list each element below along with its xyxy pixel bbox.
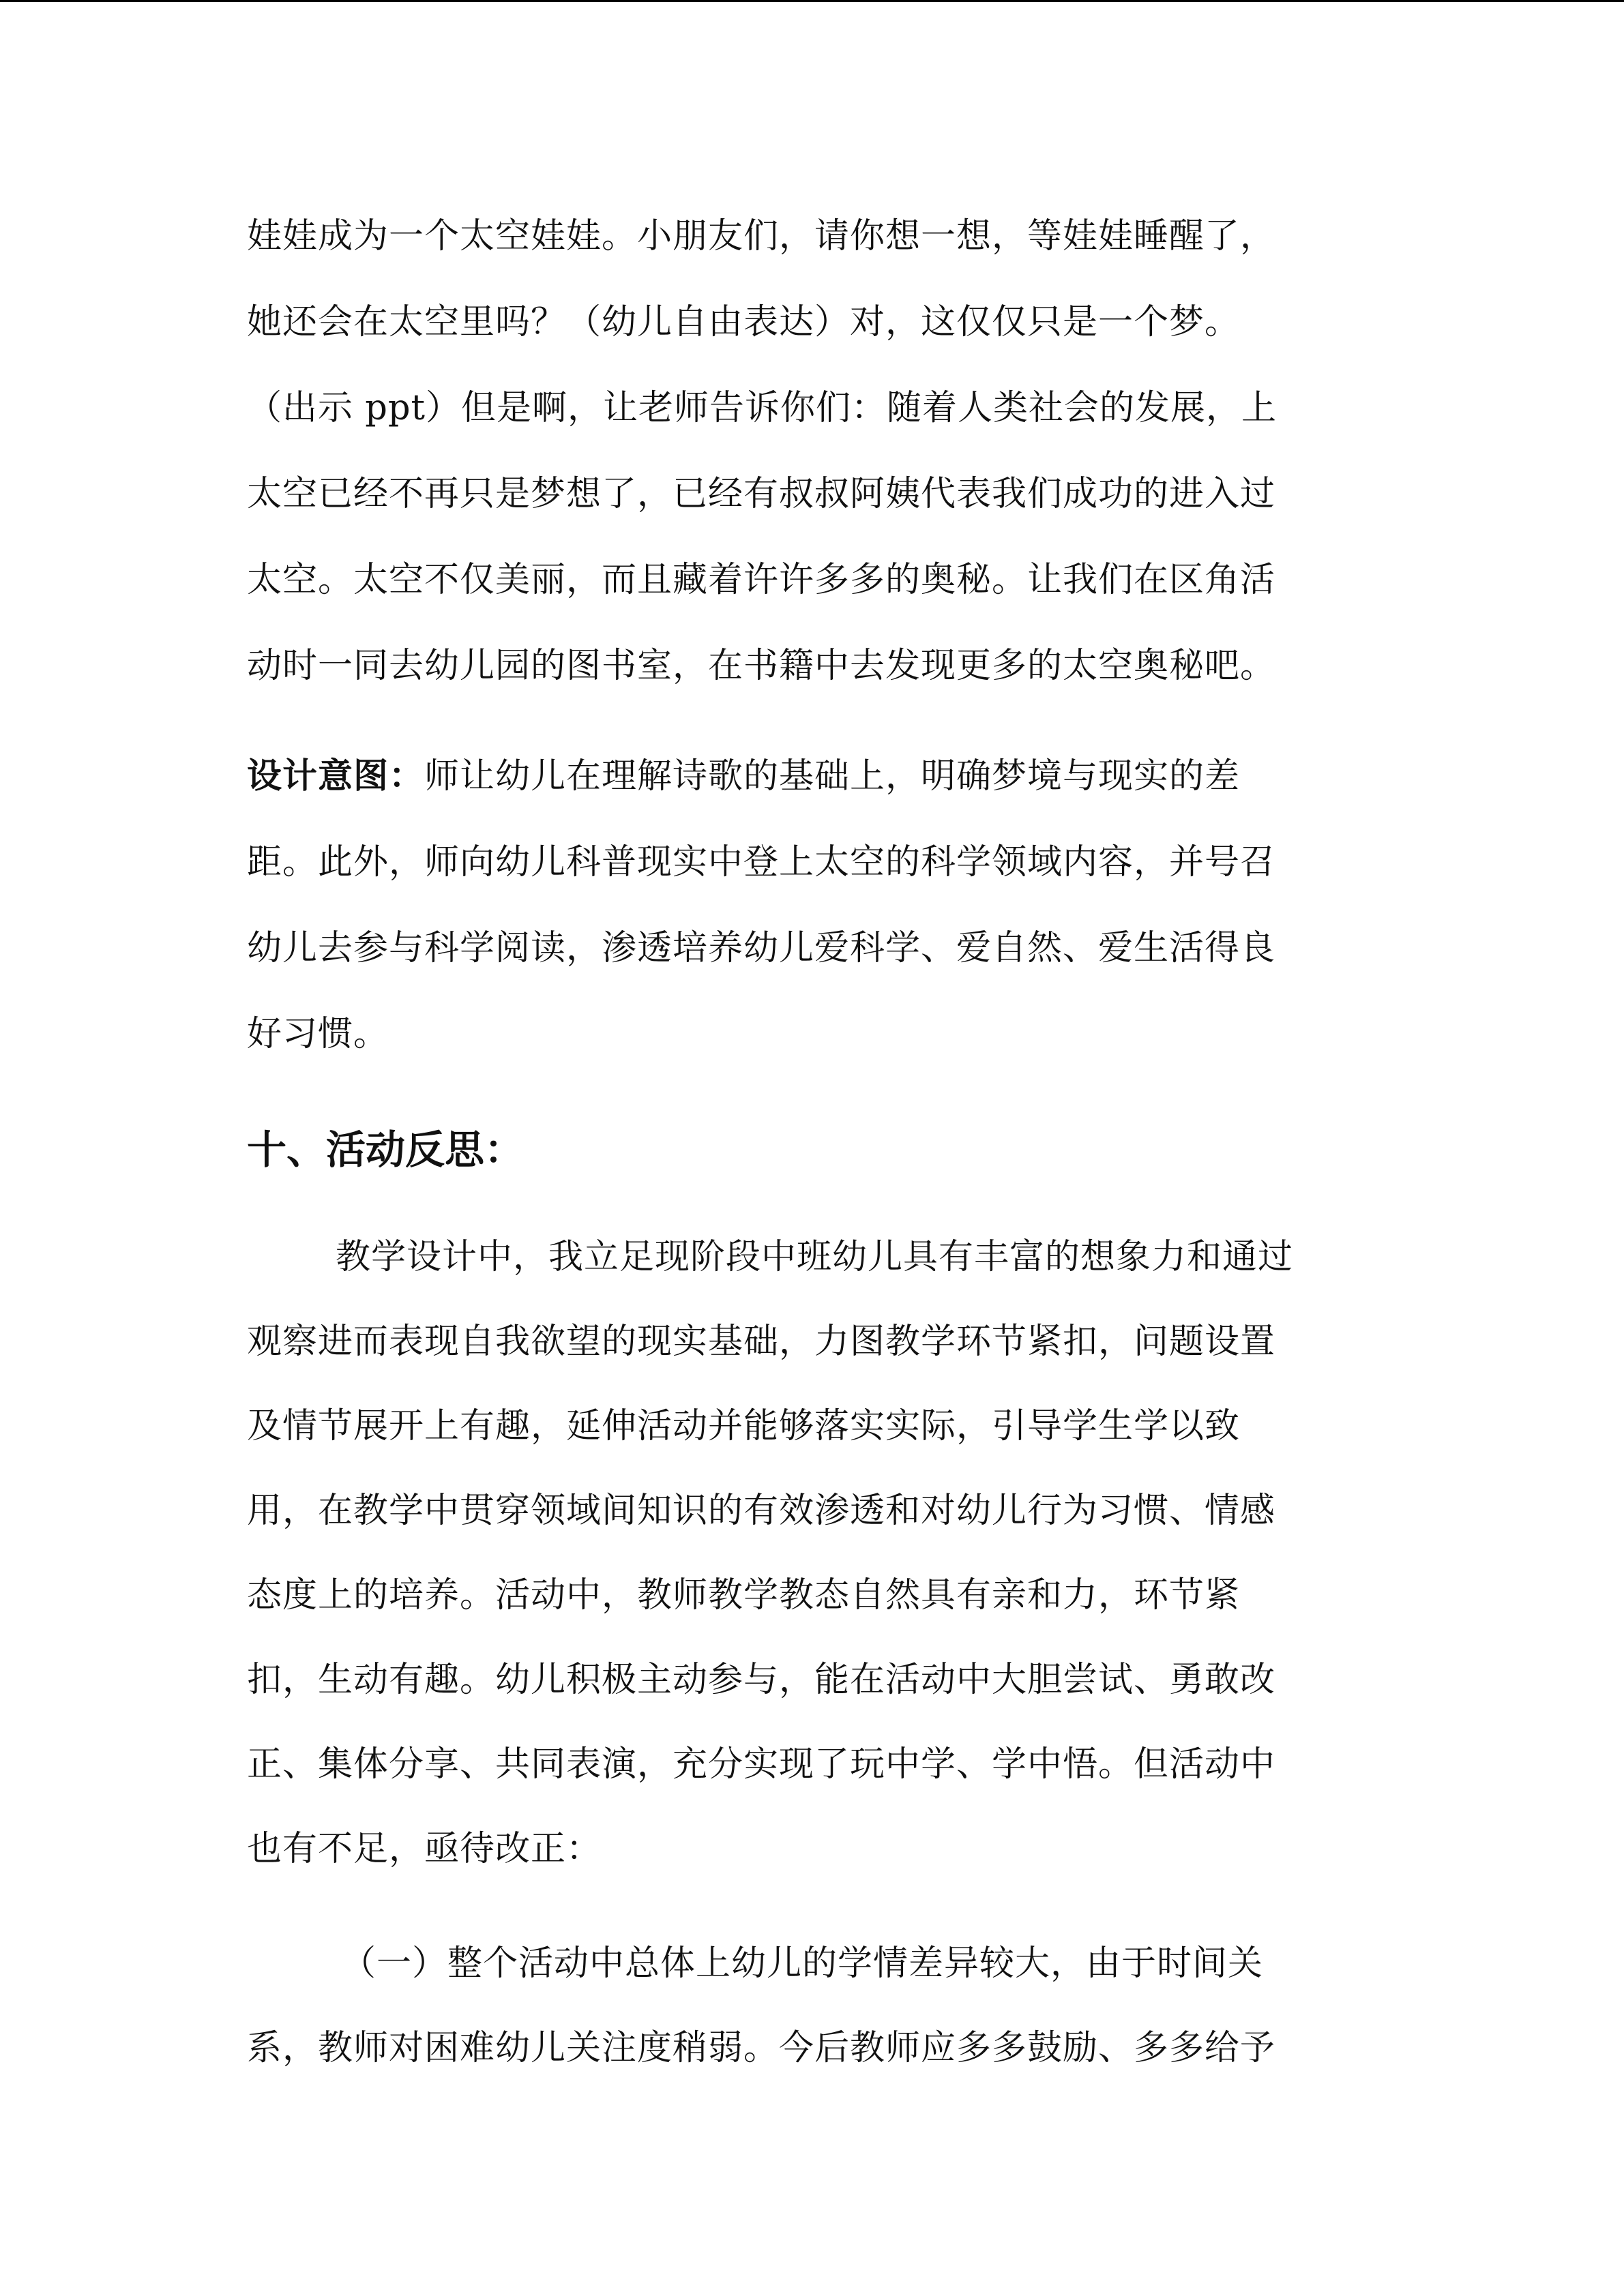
design-intent-first-line: 师让幼儿在理解诗歌的基础上，明确梦境与现实的差 bbox=[424, 756, 1241, 796]
reflection-line-8: 也有不足，亟待改正： bbox=[247, 1829, 602, 1869]
paragraph1-line-3: （出示 ppt）但是啊，让老师告诉你们：随着人类社会的发展，上 bbox=[247, 388, 1278, 428]
design-intent-line-4: 好习惯。 bbox=[247, 1014, 389, 1054]
section-heading: 十、活动反思： bbox=[247, 1127, 525, 1173]
paragraph1-line-1: 娃娃成为一个太空娃娃。小朋友们，请你想一想，等娃娃睡醒了， bbox=[247, 216, 1276, 256]
paragraph1-line-4: 太空已经不再只是梦想了，已经有叔叔阿姨代表我们成功的进入过 bbox=[247, 474, 1276, 514]
design-intent-label: 设计意图： bbox=[247, 756, 425, 796]
page-top-border bbox=[0, 0, 1624, 2]
reflection-line-4: 用，在教学中贯穿领域间知识的有效渗透和对幼儿行为习惯、情感 bbox=[247, 1491, 1276, 1531]
reflection-line-7: 正、集体分享、共同表演，充分实现了玩中学、学中悟。但活动中 bbox=[247, 1744, 1276, 1785]
point1-line-2: 系，教师对困难幼儿关注度稍弱。今后教师应多多鼓励、多多给予 bbox=[247, 2028, 1276, 2068]
reflection-line-1: 教学设计中，我立足现阶段中班幼儿具有丰富的想象力和通过 bbox=[336, 1237, 1294, 1277]
reflection-line-2: 观察进而表现自我欲望的现实基础，力图教学环节紧扣，问题设置 bbox=[247, 1322, 1276, 1362]
design-intent-line-3: 幼儿去参与科学阅读，渗透培养幼儿爱科学、爱自然、爱生活得良 bbox=[247, 928, 1276, 968]
paragraph1-line-5: 太空。太空不仅美丽，而且藏着许许多多的奥秘。让我们在区角活 bbox=[247, 560, 1276, 600]
reflection-line-5: 态度上的培养。活动中，教师教学教态自然具有亲和力，环节紧 bbox=[247, 1575, 1241, 1615]
design-intent-line-1 bbox=[247, 754, 1240, 799]
design-intent-line-2: 距。此外，师向幼儿科普现实中登上太空的科学领域内容，并号召 bbox=[247, 842, 1276, 882]
reflection-line-6: 扣，生动有趣。幼儿积极主动参与，能在活动中大胆尝试、勇敢改 bbox=[247, 1660, 1276, 1700]
paragraph1-line-6: 动时一同去幼儿园的图书室，在书籍中去发现更多的太空奥秘吧。 bbox=[247, 646, 1276, 686]
point1-line-1: （一）整个活动中总体上幼儿的学情差异较大，由于时间关 bbox=[341, 1943, 1264, 1984]
paragraph1-line-2: 她还会在太空里吗？（幼儿自由表达）对，这仅仅只是一个梦。 bbox=[247, 302, 1241, 342]
reflection-line-3: 及情节展开上有趣，延伸活动并能够落实实际，引导学生学以致 bbox=[247, 1406, 1241, 1446]
